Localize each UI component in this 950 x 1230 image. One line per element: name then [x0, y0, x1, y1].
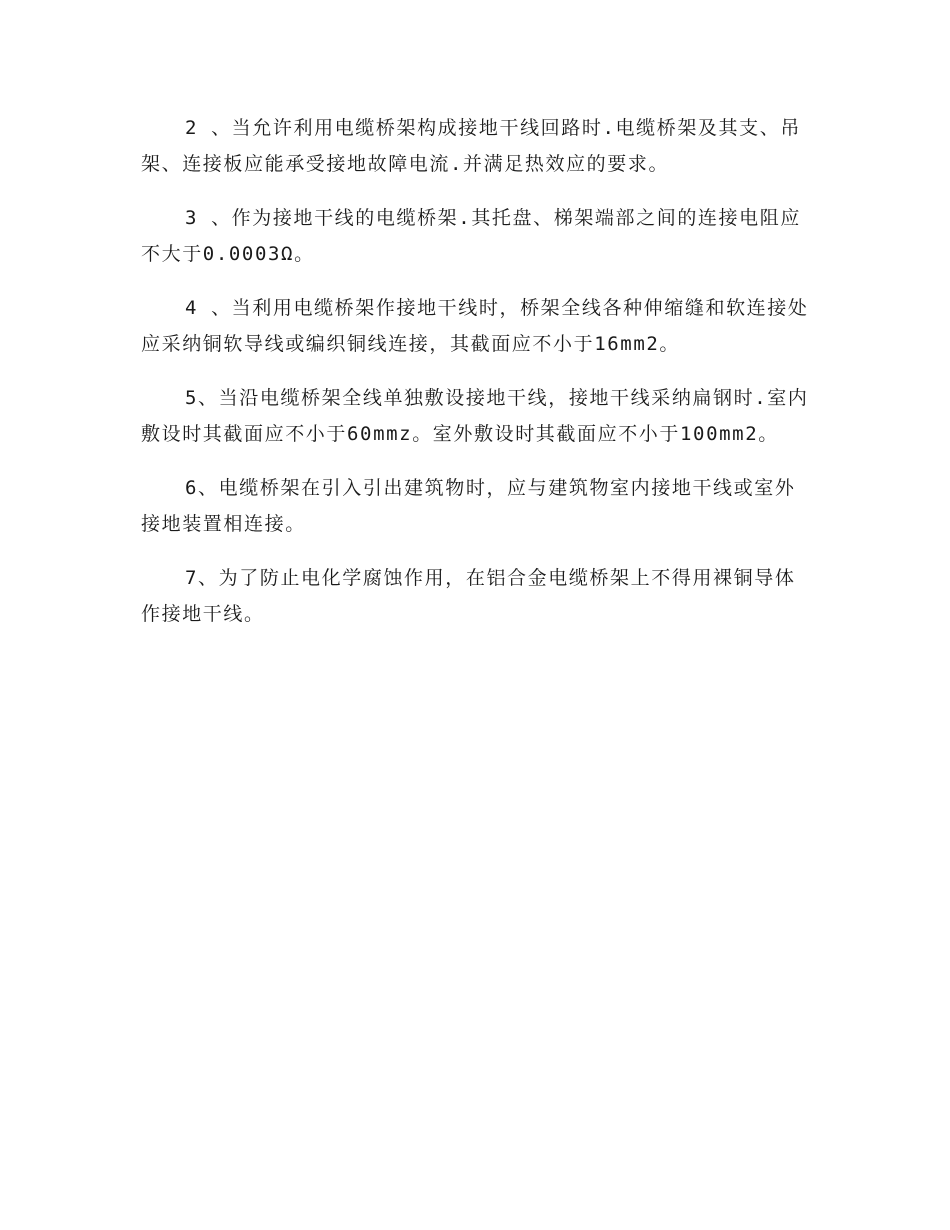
paragraph-5: 5、当沿电缆桥架全线单独敷设接地干线，接地干线采纳扁钢时.室内敷设时其截面应不小于60mmz。室外敷设时其截面应不小于100mm2。	[141, 387, 809, 445]
paragraph-2: 2 、当允许利用电缆桥架构成接地干线回路时.电缆桥架及其支、吊架、连接板应能承受接地故障电流.并满足热效应的要求。	[141, 117, 801, 175]
document-body	[141, 110, 809, 650]
paragraph-6: 6、电缆桥架在引入引出建筑物时，应与建筑物室内接地干线或室外接地装置相连接。	[141, 477, 796, 535]
paragraph-7: 7、为了防止电化学腐蚀作用，在铝合金电缆桥架上不得用裸铜导体作接地干线。	[141, 567, 796, 625]
paragraph-3: 3 、作为接地干线的电缆桥架.其托盘、梯架端部之间的连接电阻应不大于0.0003Ω。	[141, 207, 801, 265]
paragraph-4: 4 、当利用电缆桥架作接地干线时，桥架全线各种伸缩缝和软连接处应采纳铜软导线或编织铜线连接，其截面应不小于16mm2。	[141, 297, 809, 355]
